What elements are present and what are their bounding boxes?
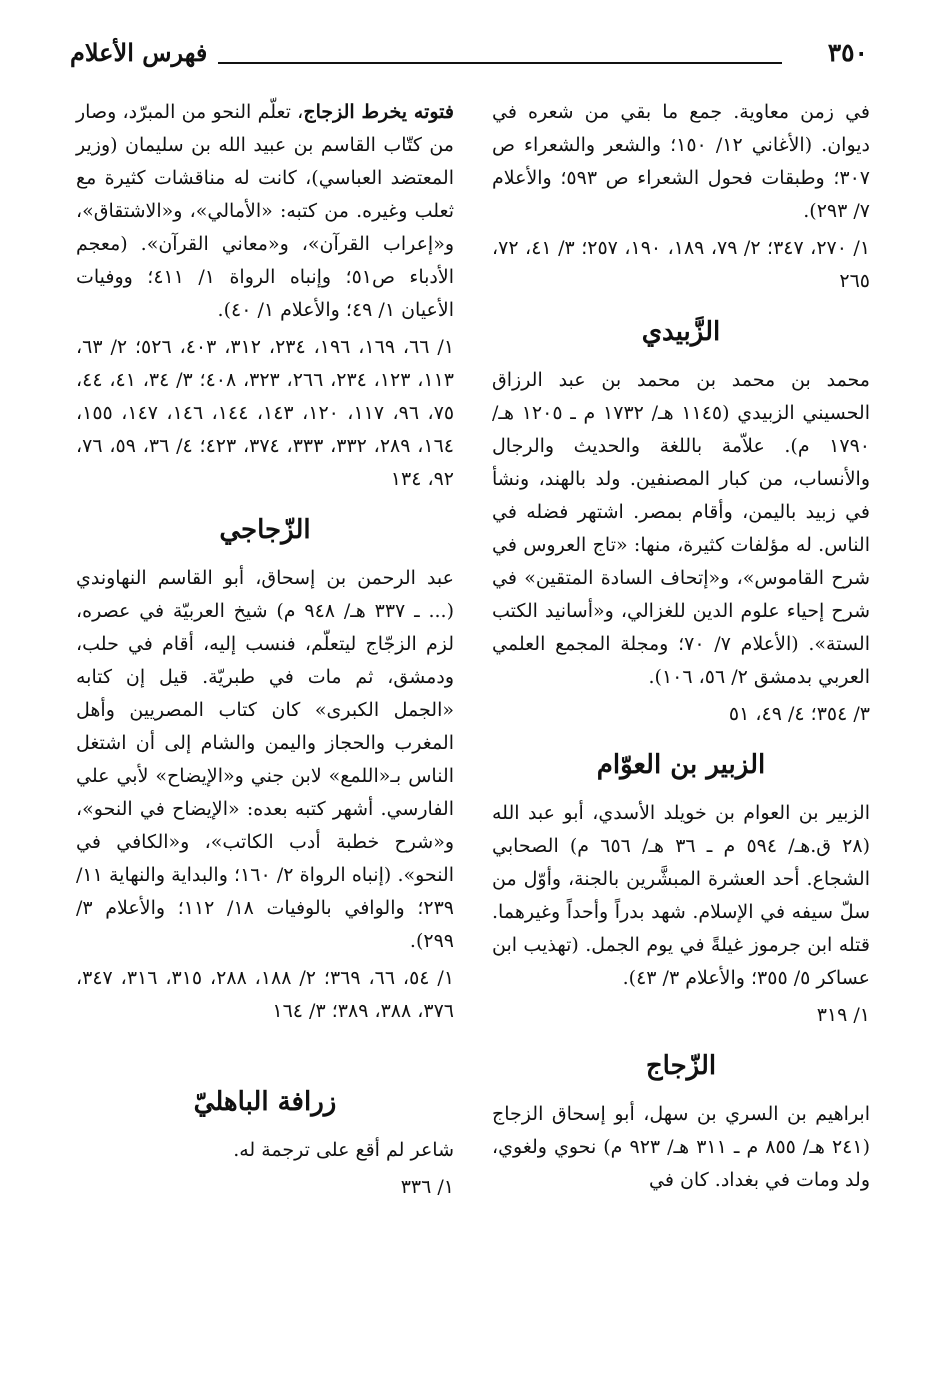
entry-refs-zubayr: ١/ ٣١٩	[816, 1004, 870, 1026]
entry-refs-zajjaji: ١/ ٥٤، ٦٦، ٣٦٩؛ ٢/ ١٨٨، ٢٨٨، ٣١٥، ٣١٦، ٣٤٧، ٣٧٦، ٣٨٨، ٣٨٩؛ ٣/ ١٦٤	[76, 967, 455, 1022]
entry-title-zabidi: الزَّبيدي	[641, 317, 721, 347]
running-title: فهرس الأعلام	[70, 38, 208, 67]
left-column	[76, 96, 454, 1204]
spacer	[76, 1028, 454, 1068]
entry-title-zajjaj: الزّجاج	[645, 1051, 717, 1081]
page-number: ٣٥٠	[827, 38, 868, 67]
entry-text-zubayr: الزبير بن العوام بن خويلد الأسدي، أبو عبد الله (٢٨ ق.هـ/ ٥٩٤ م ـ ٣٦ هـ/ ٦٥٦ م) الصحابي الشجاع. أحد العشرة المبشَّرين بالجنة، وأوّل من سلّ سيفه في الإسلام. شهد بدراً وأحداً وغيرهما. قتله ابن جرموز غيلةً في يوم الجمل. (تهذيب ابن عساكر ٥/ ٣٥٥؛ والأعلام ٣/ ٤٣).	[492, 802, 871, 989]
entry-title-zajjaji: الزّجاجي	[219, 515, 311, 545]
header-rule	[218, 62, 782, 64]
entry-title-zubayr: الزبير بن العوّام	[596, 750, 766, 780]
entry-text-zajjaji: عبد الرحمن بن إسحاق، أبو القاسم النهاوندي (... ـ ٣٣٧ هـ/ ٩٤٨ م) شيخ العربيّة في عصره، لزم الزجّاج ليتعلّم، فنسب إليه، أقام في حلب، ودمشق، ثم مات في طبريّة. قيل إن كتابه «الجمل الكبرى» كان كتاب المصريين وأهل المغرب والحجاز واليمن والشام إلى أن اشتغل الناس بـ«اللمع» لابن جني و«الإيضاح» لأبي علي الفارسي. أشهر كتبه بعده: «الإيضاح في النحو»، و«شرح خطبة أدب الكاتب»، و«الكافي في النحو». (إنباه الرواة ٢/ ١٦٠؛ والبداية والنهاية ١١/ ٢٣٩؛ والوافي بالوفيات ١٨/ ١١٢؛ والأعلام ٣/ ٢٩٩).	[76, 567, 454, 952]
entry-text-zajjaj: ابراهيم بن السري بن سهل، أبو إسحاق الزجاج (٢٤١ هـ/ ٨٥٥ م ـ ٣١١ هـ/ ٩٢٣ م) نحوي ولغوي، ولد ومات في بغداد. كان في	[492, 1103, 871, 1191]
entry-title-zurafa: زرافة الباهليّ	[193, 1087, 337, 1117]
continued-text-body: ، تعلّم النحو من المبرّد، وصار من كتّاب القاسم بن عبيد الله بن سليمان (وزير المعتضد العباسي)، كانت له مناقشات كثيرة مع ثعلب وغيره. من كتبه: «الأمالي»، و«الاشتقاق»، و«إعراب القرآن»، و«معاني القرآن». (معجم الأدباء ص٥١؛ وإنباه الرواة ١/ ٤١١؛ ووفيات الأعيان ١/ ٤٩؛ والأعلام ١/ ٤٠).	[76, 101, 454, 321]
entry-text-zurafa: شاعر لم أقع على ترجمة له.	[233, 1139, 454, 1161]
page-header	[70, 38, 870, 78]
entry-refs-zabidi: ٣/ ٣٥٤؛ ٤/ ٤٩، ٥١	[728, 703, 870, 725]
entry-text-zabidi: محمد بن محمد بن محمد بن عبد الرزاق الحسيني الزبيدي (١١٤٥ هـ/ ١٧٣٢ م ـ ١٢٠٥ هـ/ ١٧٩٠ م). علاّمة باللغة والحديث والرجال والأنساب، من كبار المصنفين. ولد بالهند، ونشأ في زبيد باليمن، وأقام بمصر. اشتهر فضله في الناس. له مؤلفات كثيرة، منها: «تاج العروس في شرح القاموس»، و«إتحاف السادة المتقين» في شرح إحياء علوم الدين للغزالي، و«أسانيد الكتب الستة». (الأعلام ٧/ ٧٠؛ ومجلة المجمع العلمي العربي بدمشق ٢/ ٥٦، ١٠٦).	[492, 369, 870, 688]
continued-entry-refs: ١/ ٦٦، ١٦٩، ١٩٦، ٢٣٤، ٣١٢، ٤٠٣، ٥٢٦؛ ٢/ ٦٣، ١١٣، ١٢٣، ٢٣٤، ٢٦٦، ٣٢٣، ٤٠٨؛ ٣/ ٣٤، ٤١، ٤٤، ٧٥، ٩٦، ١١٧، ١٢٠، ١٤٣، ١٤٤، ١٤٦، ١٤٧، ١٥٥، ١٦٤، ٢٨٩، ٣٣٢، ٣٣٣، ٣٧٤، ٤٢٣؛ ٤/ ٣٦، ٥٩، ٧٦، ٩٢، ١٣٤	[76, 336, 455, 490]
continued-entry-text: في زمن معاوية. جمع ما بقي من شعره في ديوان. (الأغاني ١٢/ ١٥٠؛ والشعر والشعراء ص ٣٠٧؛ وطبقات فحول الشعراء ص ٥٩٣؛ والأعلام ٧/ ٢٩٣).	[492, 101, 871, 222]
continued-entry-refs: ١/ ٢٧٠، ٣٤٧؛ ٢/ ٧٩، ١٨٩، ١٩٠، ٢٥٧؛ ٣/ ٤١، ٧٢، ٢٦٥	[492, 237, 871, 292]
right-column	[492, 96, 870, 1197]
bold-phrase: فتوته يخرط الزجاج	[303, 101, 454, 123]
continued-entry-text	[76, 96, 454, 327]
entry-refs-zurafa: ١/ ٣٣٦	[400, 1176, 454, 1198]
